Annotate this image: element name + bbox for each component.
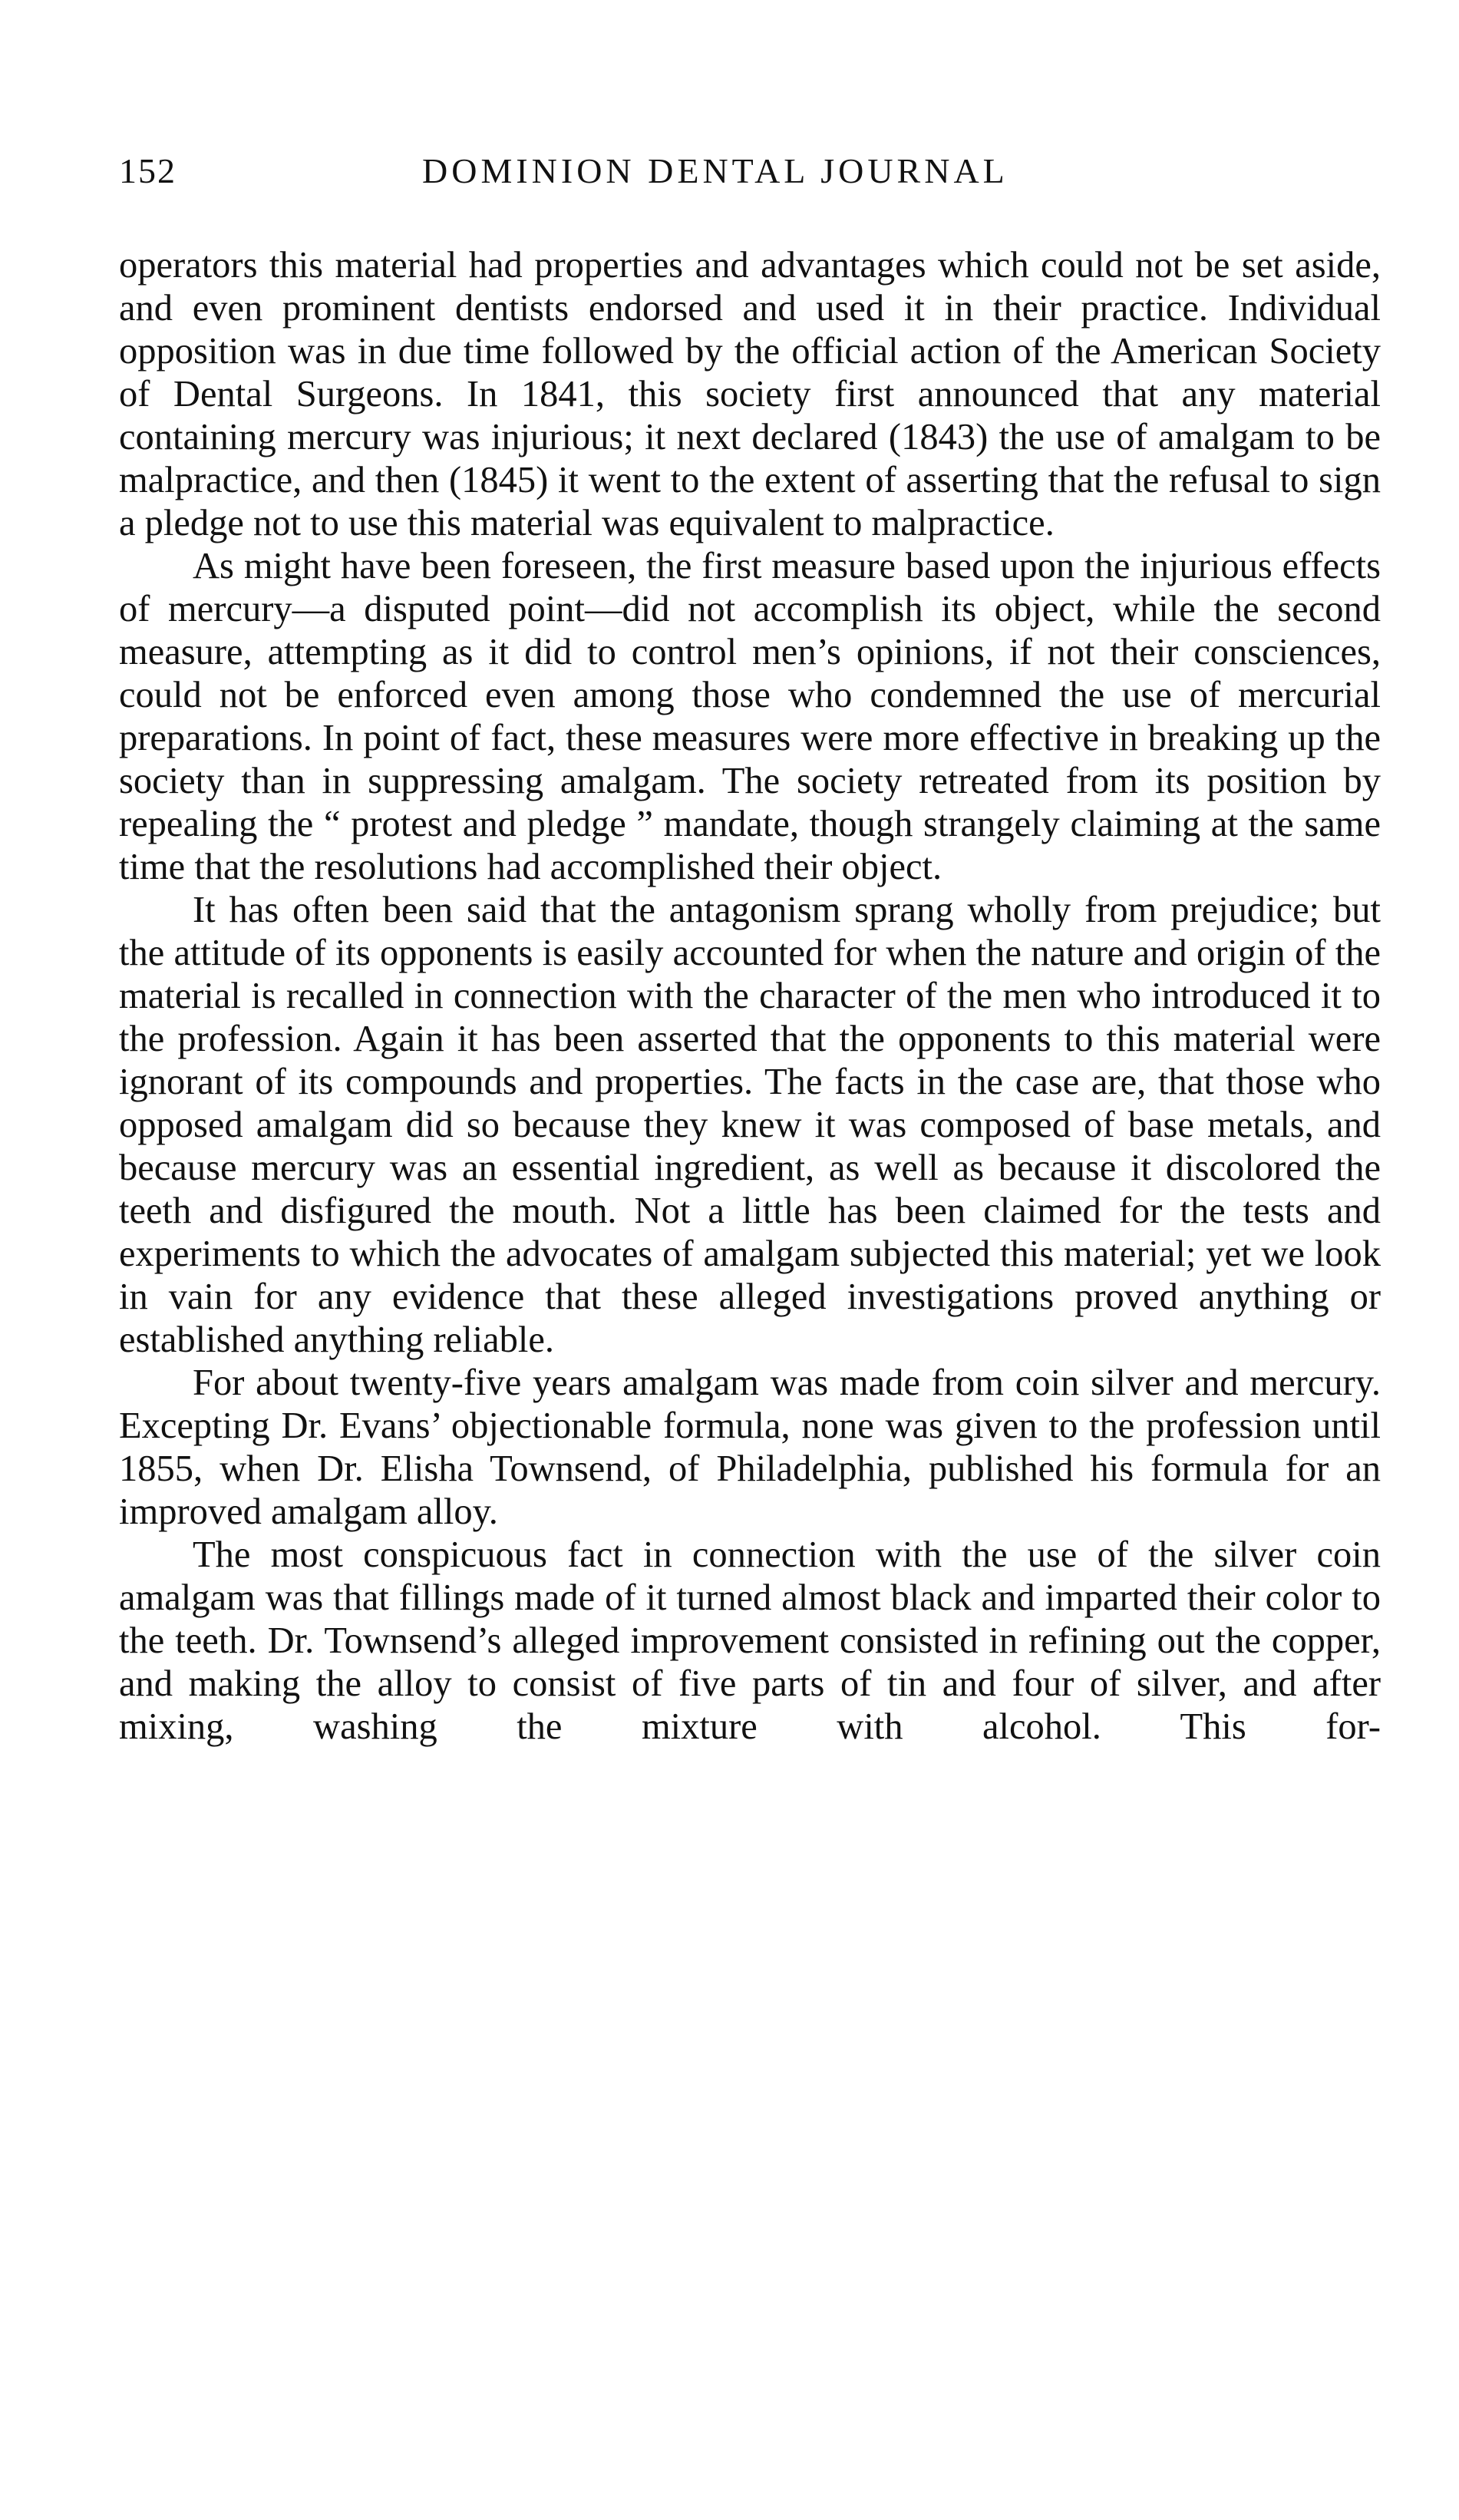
paragraph-antagonism: It has often been said that the antagonism sprang wholly from prejudice; but the attitude of its opponents is easily accounted for when the nature and origin of the material is recalled in connection with the character of the men who introduced it to the profession. Again it has been asserted that the opponents to this material were ignorant of its compounds and properties. The facts in the case are, that those who opposed amalgam did so because they knew it was composed of base metals, and because mercury was an essential ingredient, as well as because it discolored the teeth and disfigured the mouth. Not a little has been claimed for the tests and experiments to which the advocates of amalgam subjected this material; yet we look in vain for any evidence that these alleged investigations proved anything or established anything reliable. <box>119 890 1381 1360</box>
paragraph-coin-silver: For about twenty-five years amalgam was made from coin silver and mercury. Excepting Dr. Evans’ objectionable formula, none was given to the profession until 1855, when Dr. Elisha Townsend, of Philadelphia, published his formula for an improved amalgam alloy. <box>119 1362 1381 1532</box>
page-number: 152 <box>119 151 177 190</box>
running-header <box>119 144 1381 198</box>
paragraph-measures: As might have been foreseen, the first measure based upon the injurious effects of mercury—a disputed point—did not accomplish its object, while the second measure, attempting as it did to control men’s opinions, if not their consciences, could not be enforced even among those who condemned the use of mercurial preparations. In point of fact, these measures were more effective in breaking up the society than in suppressing amalgam. The society retreated from its position by repealing the “ protest and pledge ” mandate, though strangely claiming at the same time that the resolutions had accomplished their object. <box>119 546 1381 887</box>
paragraph-townsend: The most conspicuous fact in connection with the use of the silver coin amalgam was that fillings made of it turned almost black and imparted their color to the teeth. Dr. Townsend’s alleged improvement consisted in refining out the copper, and making the alloy to consist of five parts of tin and four of silver, and after mixing, washing the mixture with alcohol. This for- <box>119 1534 1381 1747</box>
paragraph-continued: operators this material had properties and advantages which could not be set aside, and even prominent dentists endorsed and used it in their practice. Individual opposition was in due time followed by the official action of the American Society of Dental Surgeons. In 1841, this society first announced that any material containing mercury was injurious; it next declared (1843) the use of amalgam to be malpractice, and then (1845) it went to the extent of asserting that the refusal to sign a pledge not to use this material was equivalent to malpractice. <box>119 245 1381 543</box>
article-body <box>119 244 1381 1749</box>
journal-title: DOMINION DENTAL JOURNAL <box>422 151 1008 190</box>
